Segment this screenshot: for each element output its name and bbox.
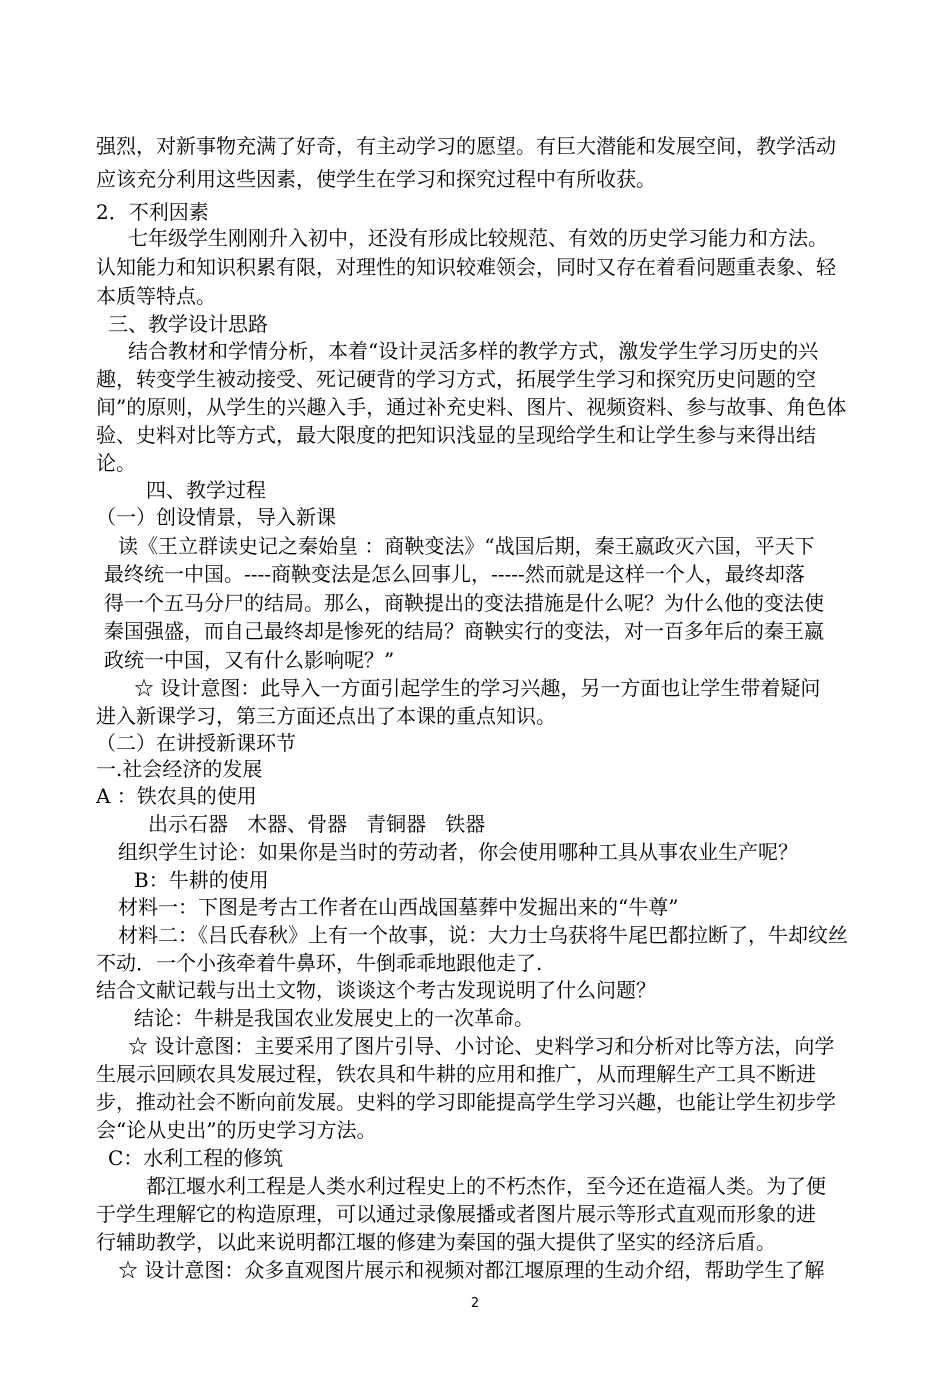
text-line: 验、史料对比等方式，最大限度的把知识浅显的呈现给学生和让学生参与来得出结 xyxy=(96,423,816,447)
section-heading: 三、教学设计思路 xyxy=(108,312,268,336)
text-line: 于学生理解它的构造原理，可以通过录像展播或者图片展示等形式直观而形象的进 xyxy=(96,1202,816,1226)
text-line: 结合教材和学情分析，本着“设计灵活多样的教学方式，激发学生学习历史的兴 xyxy=(128,339,819,363)
text-line: （一）创设情景，导入新课 xyxy=(96,505,336,529)
page-number: 2 xyxy=(470,1296,480,1311)
text-line: 材料二：《吕氏春秋》上有一个故事，说：大力士乌获将牛尾巴都拉断了，牛却纹丝 xyxy=(118,923,848,947)
text-line: B：牛耕的使用 xyxy=(134,868,269,892)
text-line: 组织学生讨论：如果你是当时的劳动者，你会使用哪种工具从事农业生产呢？ xyxy=(118,840,798,864)
text-line: 趣，转变学生被动接受、死记硬背的学习方式，拓展学生学习和探究历史问题的空 xyxy=(96,367,816,391)
text-line: 生展示回顾农具发展过程，铁农具和牛耕的应用和推广，从而理解生产工具不断进 xyxy=(96,1062,816,1086)
text-line: 认知能力和知识积累有限，对理性的知识较难领会，同时又存在着看问题重表象、轻 xyxy=(96,255,836,279)
text-line: 出示石器 木器、骨器 青铜器 铁器 xyxy=(148,812,486,836)
text-line: 秦国强盛，而自己最终却是惨死的结局？商鞅实行的变法，对一百多年后的秦王嬴 xyxy=(104,619,824,643)
text-line: ☆ 设计意图：众多直观图片展示和视频对都江堰原理的生动介绍，帮助学生了解 xyxy=(118,1258,825,1282)
text-line: 得一个五马分尸的结局。那么，商鞅提出的变法措施是什么呢？为什么他的变法使 xyxy=(104,591,824,615)
text-line: 政统一中国，又有什么影响呢？” xyxy=(104,648,395,672)
text-line: C：水利工程的修筑 xyxy=(108,1146,284,1170)
text-line: 读《王立群读史记之秦始皇 ：商鞅变法》“战国后期，秦王嬴政灭六国，平天下 xyxy=(118,534,815,558)
text-line: 行辅助教学，以此来说明都江堰的修建为秦国的强大提供了坚实的经济后盾。 xyxy=(96,1230,776,1254)
text-line: 步，推动社会不断向前发展。史料的学习即能提高学生学习兴趣，也能让学生初步学 xyxy=(96,1090,836,1114)
text-line: 2．不利因素 xyxy=(96,200,209,224)
text-line: 七年级学生刚刚升入初中，还没有形成比较规范、有效的历史学习能力和方法。 xyxy=(128,226,828,250)
text-line: （二）在讲授新课环节 xyxy=(96,731,296,755)
text-line: 间”的原则，从学生的兴趣入手，通过补充史料、图片、视频资料、参与故事、角色体 xyxy=(96,395,847,419)
text-line: 强烈，对新事物充满了好奇，有主动学习的愿望。有巨大潜能和发展空间，教学活动 xyxy=(96,134,836,158)
section-heading: 四、教学过程 xyxy=(146,478,266,502)
text-line: 不动．一个小孩牵着牛鼻环，牛倒乖乖地跟他走了. xyxy=(96,951,543,975)
text-line: 本质等特点。 xyxy=(96,284,216,308)
text-line: 结合文献记载与出土文物，谈谈这个考古发现说明了什么问题？ xyxy=(96,978,656,1002)
text-line: 论。 xyxy=(96,451,136,475)
text-line: A ：铁农具的使用 xyxy=(96,784,257,808)
text-line: 材料一：下图是考古工作者在山西战国墓葬中发掘出来的“牛尊” xyxy=(118,895,679,919)
text-line: 会“论从史出”的历史学习方法。 xyxy=(96,1118,377,1142)
text-line: 应该充分利用这些因素，使学生在学习和探究过程中有所收获。 xyxy=(96,167,656,191)
text-line: 最终统一中国。----商鞅变法是怎么回事儿，-----然而就是这样一个人，最终却落 xyxy=(104,562,805,586)
text-line: ☆ 设计意图：此导入一方面引起学生的学习兴趣，另一方面也让学生带着疑问 xyxy=(134,676,821,700)
text-line: ☆ 设计意图：主要采用了图片引导、小讨论、史料学习和分析对比等方法，向学 xyxy=(128,1034,835,1058)
text-line: 都江堰水利工程是人类水利过程史上的不朽杰作，至今还在造福人类。为了便 xyxy=(146,1174,826,1198)
text-line: 进入新课学习，第三方面还点出了本课的重点知识。 xyxy=(96,704,556,728)
text-line: 结论：牛耕是我国农业发展史上的一次革命。 xyxy=(134,1006,534,1030)
text-line: 一.社会经济的发展 xyxy=(96,757,263,781)
